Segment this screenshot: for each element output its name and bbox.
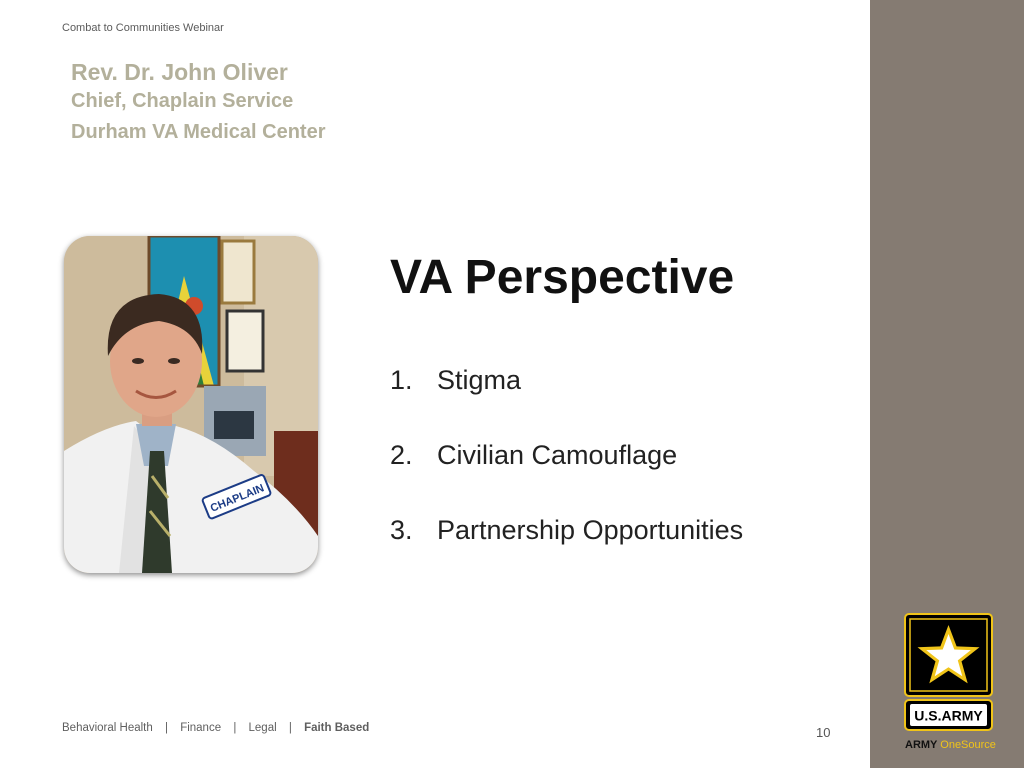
footer-categories: [62, 722, 369, 734]
list-item-text: Stigma: [437, 365, 522, 395]
footer-item-legal: Legal: [248, 722, 277, 734]
list-item-number: 3.: [390, 515, 413, 545]
footer-item-behavioral-health: Behavioral Health: [62, 722, 153, 734]
army-onesource-brand: [905, 739, 996, 751]
army-logo-text: U.S.ARMY: [914, 707, 983, 724]
list-item-number: 2.: [390, 440, 413, 470]
list-item-text: Partnership Opportunities: [437, 515, 744, 545]
army-logo: [904, 613, 993, 731]
slide-title: VA Perspective: [390, 251, 735, 304]
footer-item-faith-based: Faith Based: [304, 722, 370, 734]
list-item-number: 1.: [390, 365, 413, 395]
list-item-text: Civilian Camouflage: [437, 440, 678, 470]
onesource-prefix: ARMY: [905, 739, 938, 751]
footer-item-finance: Finance: [180, 722, 222, 734]
list-item: [390, 362, 743, 437]
footer-separator: |: [164, 722, 168, 734]
list-item: [390, 437, 743, 512]
speaker-info: [71, 58, 326, 148]
list-item: [390, 512, 743, 587]
webinar-title: Combat to Communities Webinar: [62, 22, 224, 34]
speaker-name: Rev. Dr. John Oliver: [71, 59, 288, 85]
perspective-list: [390, 362, 743, 587]
chaplain-badge-text: CHAPLAIN: [208, 482, 266, 515]
footer-separator: |: [233, 722, 237, 734]
footer-separator: |: [288, 722, 292, 734]
speaker-photo: [64, 236, 318, 573]
onesource-suffix: OneSource: [940, 739, 996, 751]
speaker-org: Durham VA Medical Center: [71, 121, 326, 143]
page-number: 10: [816, 725, 831, 740]
speaker-role: Chief, Chaplain Service: [71, 90, 294, 112]
